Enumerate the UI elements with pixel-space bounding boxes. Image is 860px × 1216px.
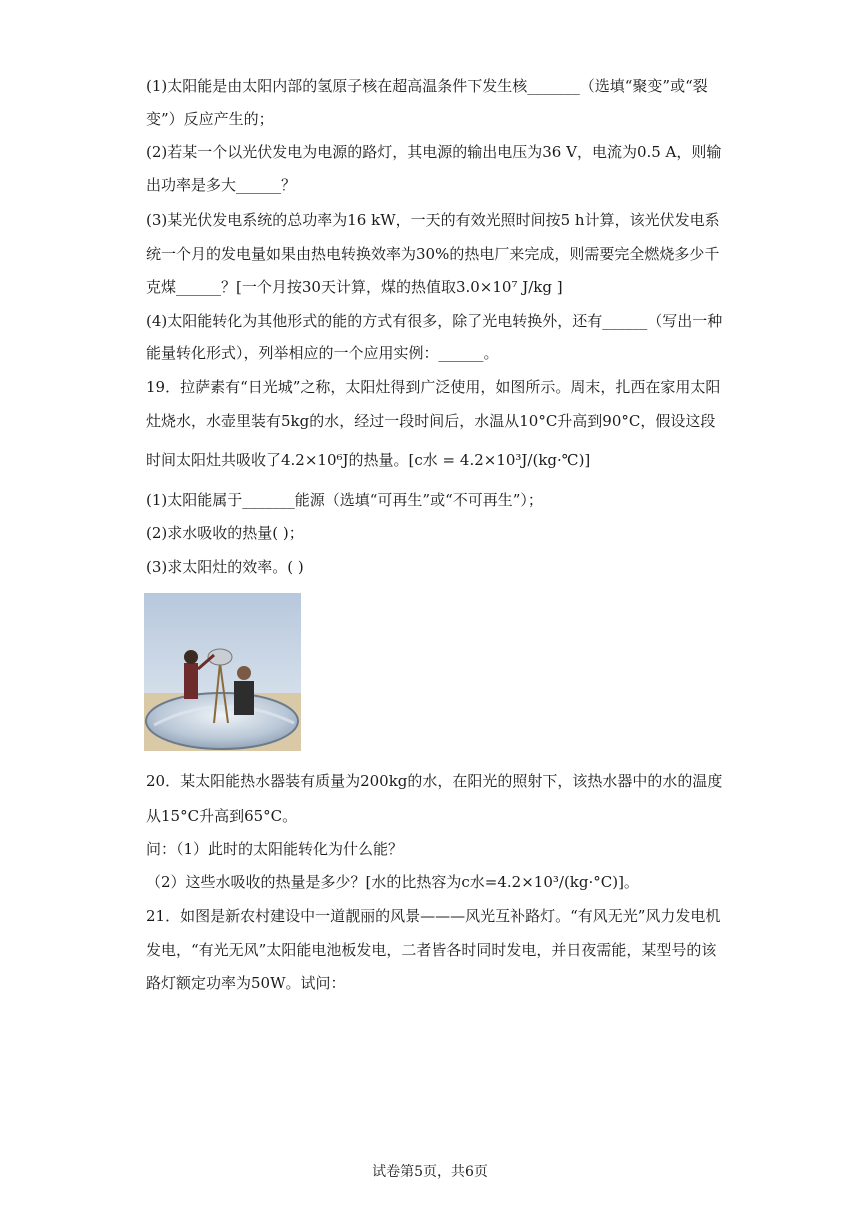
q21-line3: 路灯额定功率为50W。试问： xyxy=(146,974,346,992)
q18-part1-line2: 变”）反应产生的； xyxy=(146,110,274,128)
q19-part2: (2)求水吸收的热量( )； xyxy=(146,524,304,542)
q18-part3-line1: (3)某光伏发电系统的总功率为16 kW，一天的有效光照时间按5 h计算，该光伏发电系 xyxy=(146,211,720,229)
q18-part3-line2: 统一个月的发电量如果由热电转换效率为30%的热电厂来完成，则需要完全燃烧多少千 xyxy=(146,245,720,263)
q19-line3: 时间太阳灶共吸收了4.2×10⁶J的热量。[c水 = 4.2×10³J/(kg·℃)] xyxy=(146,451,591,469)
q19-line2: 灶烧水，水壶里装有5kg的水，经过一段时间后，水温从10°C升高到90°C，假设这段 xyxy=(146,412,716,430)
q20-question2: （2）这些水吸收的热量是多少？[水的比热容为c水=4.2×10³/(kg·°C)]。 xyxy=(146,873,639,891)
q20-line1: 20．某太阳能热水器装有质量为200kg的水，在阳光的照射下，该热水器中的水的温度 xyxy=(146,772,723,790)
solar-cooker-photo xyxy=(144,593,301,751)
q19-part1: (1)太阳能属于_______能源（选填“可再生”或“不可再生”）； xyxy=(146,491,543,509)
q18-part4-line2: 能量转化形式），列举相应的一个应用实例：______。 xyxy=(146,344,499,362)
page-footer: 试卷第5页，共6页 xyxy=(372,1164,488,1180)
q18-part4-line1: (4)太阳能转化为其他形式的能的方式有很多，除了光电转换外，还有______（写出一种 xyxy=(146,312,723,330)
q18-part2-line1: (2)若某一个以光伏发电为电源的路灯，其电源的输出电压为36 V，电流为0.5 A，则输 xyxy=(146,143,722,161)
q19-part3: (3)求太阳灶的效率。( ) xyxy=(146,558,304,576)
q21-line1: 21．如图是新农村建设中一道靓丽的风景———风光互补路灯。“有风无光”风力发电机 xyxy=(146,907,721,925)
q18-part3-line3: 克煤______？[一个月按30天计算，煤的热值取3.0×10⁷ J/kg ] xyxy=(146,278,563,296)
q20-question1: 问：（1）此时的太阳能转化为什么能？ xyxy=(146,840,404,858)
q18-part2-line2: 出功率是多大______？ xyxy=(146,176,297,194)
q19-line1: 19．拉萨素有“日光城”之称，太阳灶得到广泛使用，如图所示。周末，扎西在家用太阳 xyxy=(146,378,721,396)
q21-line2: 发电，“有光无风”太阳能电池板发电，二者皆各时同时发电，并日夜需能，某型号的该 xyxy=(146,941,717,959)
q20-line2: 从15°C升高到65°C。 xyxy=(146,807,298,825)
q18-part1-line1: (1)太阳能是由太阳内部的氢原子核在超高温条件下发生核_______（选填“聚变”或“裂 xyxy=(146,77,708,95)
